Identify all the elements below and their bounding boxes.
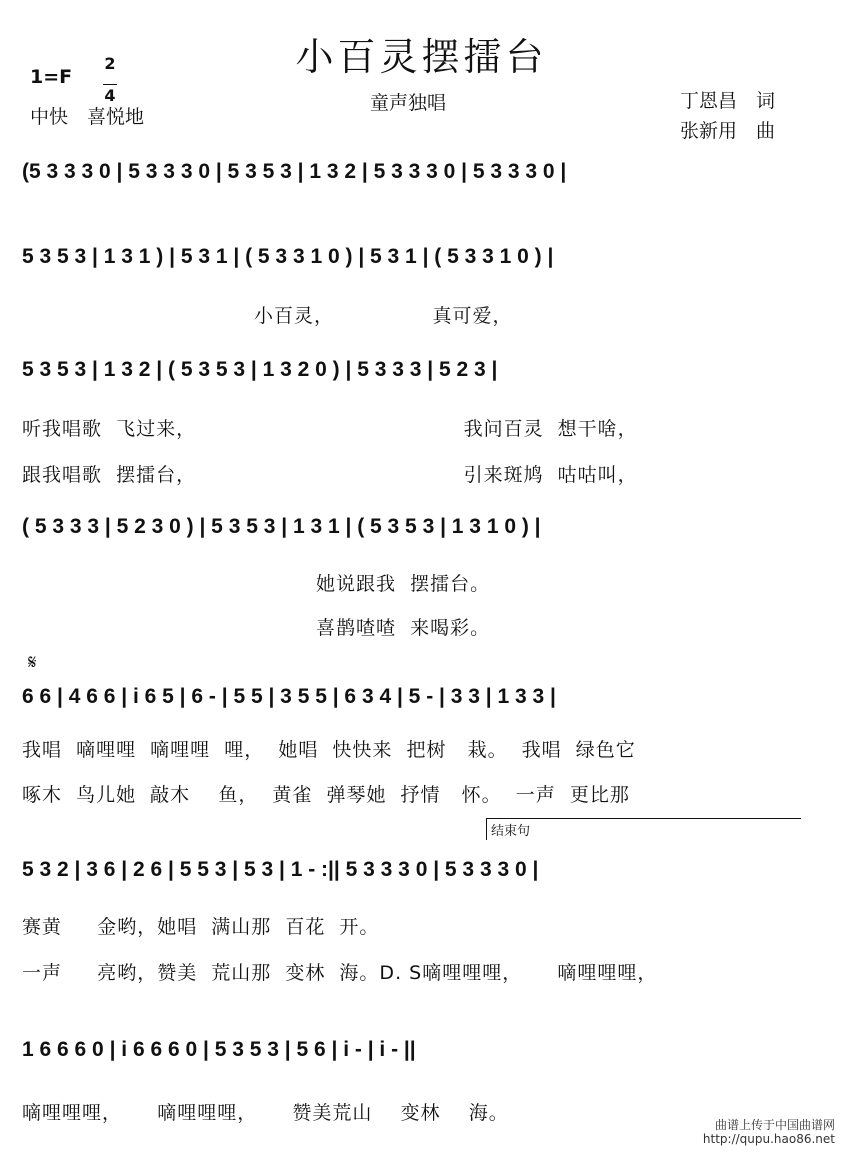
- notation-row: ( 5 3 3 3 | 5 2 3 0 ) | 5 3 5 3 | 1 3 1 | ( 5 3 5 3 | 1 3 1 0 ) |: [22, 515, 541, 538]
- ending-label: 结束句: [491, 824, 531, 839]
- lyric-line: 跟我唱歌 摆擂台， 引来斑鸠 咕咕叫，: [22, 464, 638, 486]
- song-title: 小百灵摆擂台: [295, 35, 548, 79]
- lyric-line: 听我唱歌 飞过来， 我问百灵 想干啥，: [22, 418, 638, 440]
- lyric-line: 小百灵， 真可爱，: [254, 305, 513, 327]
- footer-line2: http://qupu.hao86.net: [702, 1132, 835, 1146]
- notation-row: 6 6 | 4 6 6 | i 6 5 | 6 - | 5 5 | 3 5 5 | 6 3 4 | 5 - | 3 3 | 1 3 3 |: [22, 685, 556, 708]
- notation-row: (5 3 3 3 0 | 5 3 3 3 0 | 5 3 5 3 | 1 3 2 | 5 3 3 3 0 | 5 3 3 3 0 |: [22, 160, 567, 183]
- performance-note: 童声独唱: [370, 92, 447, 114]
- key-signature: 1=F: [30, 66, 73, 88]
- lyric-line: 嘀哩哩哩， 嘀哩哩哩， 赞美荒山 变林 海。: [22, 1102, 509, 1124]
- time-signature: 2 4: [104, 54, 116, 105]
- tempo-marking: 中快 喜悦地: [30, 106, 145, 128]
- staff-row-6: [22, 858, 809, 984]
- ending-bracket: [486, 818, 801, 840]
- composer-credit: 张新用 曲: [680, 120, 776, 142]
- notation-row: 5 3 5 3 | 1 3 1 ) | 5 3 1 | ( 5 3 3 1 0 ) | 5 3 1 | ( 5 3 3 1 0 ) |: [22, 245, 554, 268]
- watermark: [703, 1118, 835, 1146]
- lyric-line: 一声 亮哟，赞美 荒山那 变林 海。D. S嘀哩哩哩， 嘀哩哩哩，: [22, 962, 658, 984]
- lyric-line: 我唱 嘀哩哩 嘀哩哩 哩， 她唱 快快来 把树 栽。 我唱 绿色它: [22, 739, 636, 761]
- staff-row-7: [22, 1038, 809, 1158]
- footer-line1: 曲谱上传于中国曲谱网: [714, 1118, 835, 1132]
- staff-row-4: [22, 515, 809, 639]
- lyric-line: 赛黄 金哟，她唱 满山那 百花 开。: [22, 916, 380, 938]
- lyric-line: 她说跟我 摆擂台。: [316, 573, 491, 595]
- lyricist-credit: 丁恩昌 词: [680, 90, 776, 112]
- notation-row: 5 3 5 3 | 1 3 2 | ( 5 3 5 3 | 1 3 2 0 ) | 5 3 3 3 | 5 2 3 |: [22, 358, 498, 381]
- staff-row-2: [22, 245, 809, 365]
- lyric-line: 啄木 鸟儿她 敲木 鱼， 黄雀 弹琴她 抒情 怀。 一声 更比那: [22, 784, 630, 806]
- staff-row-5: [22, 685, 809, 805]
- notation-row: 5 3 2 | 3 6 | 2 6 | 5 5 3 | 5 3 | 1 - :|| 5 3 3 3 0 | 5 3 3 3 0 |: [22, 858, 539, 881]
- segno-sign: 𝄋: [28, 650, 37, 674]
- notation-row: 1 6 6 6 0 | i 6 6 6 0 | 5 3 5 3 | 5 6 | i - | i - ||: [22, 1038, 416, 1061]
- lyric-line: 喜鹊喳喳 来喝彩。: [316, 617, 491, 639]
- staff-row-3: [22, 358, 809, 486]
